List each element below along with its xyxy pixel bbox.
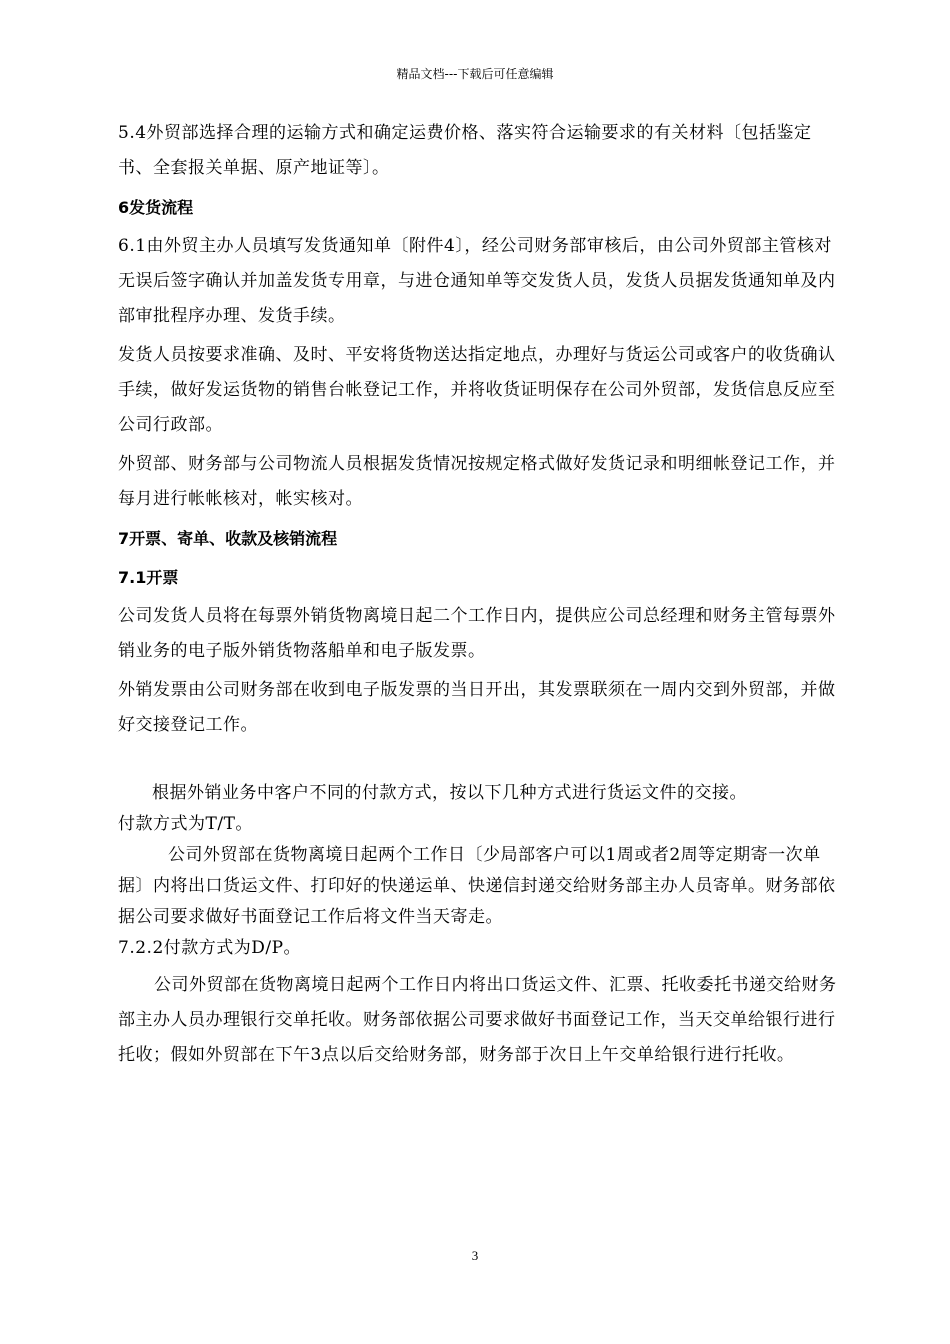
heading-6: 6发货流程: [118, 198, 194, 217]
heading-7: 7开票、寄单、收款及核销流程: [118, 529, 338, 548]
paragraph-delivery: 发货人员按要求准确、及时、平安将货物送达指定地点，办理好与货运公司或客户的收货确认手续，做好发运货物的销售台帐登记工作，并将收货证明保存在公司外贸部，发货信息反应至公司行政部。: [118, 345, 836, 435]
paragraph-dp-body: 公司外贸部在货物离境日起两个工作日内将出口货运文件、汇票、托收委托书递交给财务部主办人员办理银行交单托收。财务部依据公司要求做好书面登记工作，当天交单给银行进行托收；假如外贸部在下午3点以后交给财务部，财务部于次日上午交单给银行进行托收。: [118, 975, 837, 1065]
paragraph-invoice-provide: 公司发货人员将在每票外销货物离境日起二个工作日内，提供应公司总经理和财务主管每票外销业务的电子版外销货物落船单和电子版发票。: [118, 606, 836, 661]
heading-7-1: 7.1开票: [118, 568, 179, 587]
paragraph-tt-body: 公司外贸部在货物离境日起两个工作日〔少局部客户可以1周或者2周等定期寄一次单据〕内将出口货运文件、打印好的快递运单、快递信封递交给财务部主办人员寄单。财务部依据公司要求做好书面登记工作后将文件当天寄走。: [118, 845, 836, 927]
paragraph-6-1: 6.1由外贸主办人员填写发货通知单〔附件4〕，经公司财务部审核后，由公司外贸部主管核对无误后签字确认并加盖发货专用章，与进仓通知单等交发货人员，发货人员据发货通知单及内部审批程序办理、发货手续。: [118, 236, 836, 326]
paragraph-invoice-issue: 外销发票由公司财务部在收到电子版发票的当日开出，其发票联须在一周内交到外贸部，并做好交接登记工作。: [118, 680, 836, 735]
spacer: [118, 747, 838, 778]
paragraph-payment-intro: 根据外销业务中客户不同的付款方式，按以下几种方式进行货运文件的交接。: [152, 783, 747, 803]
paragraph-records: 外贸部、财务部与公司物流人员根据发货情况按规定格式做好发货记录和明细帐登记工作，并每月进行帐帐核对，帐实核对。: [118, 454, 836, 509]
paragraph-tt-label: 付款方式为T/T。: [118, 814, 253, 834]
page-number: 3: [471, 1248, 479, 1263]
paragraph-5-4: 5.4外贸部选择合理的运输方式和确定运费价格、落实符合运输要求的有关材料〔包括鉴定书、全套报关单据、原产地证等〕。: [118, 123, 812, 178]
paragraph-dp-label: 7.2.2付款方式为D/P。: [118, 938, 302, 958]
document-body: [118, 116, 838, 1077]
page-header: 精品文档---下载后可任意编辑: [396, 67, 554, 81]
